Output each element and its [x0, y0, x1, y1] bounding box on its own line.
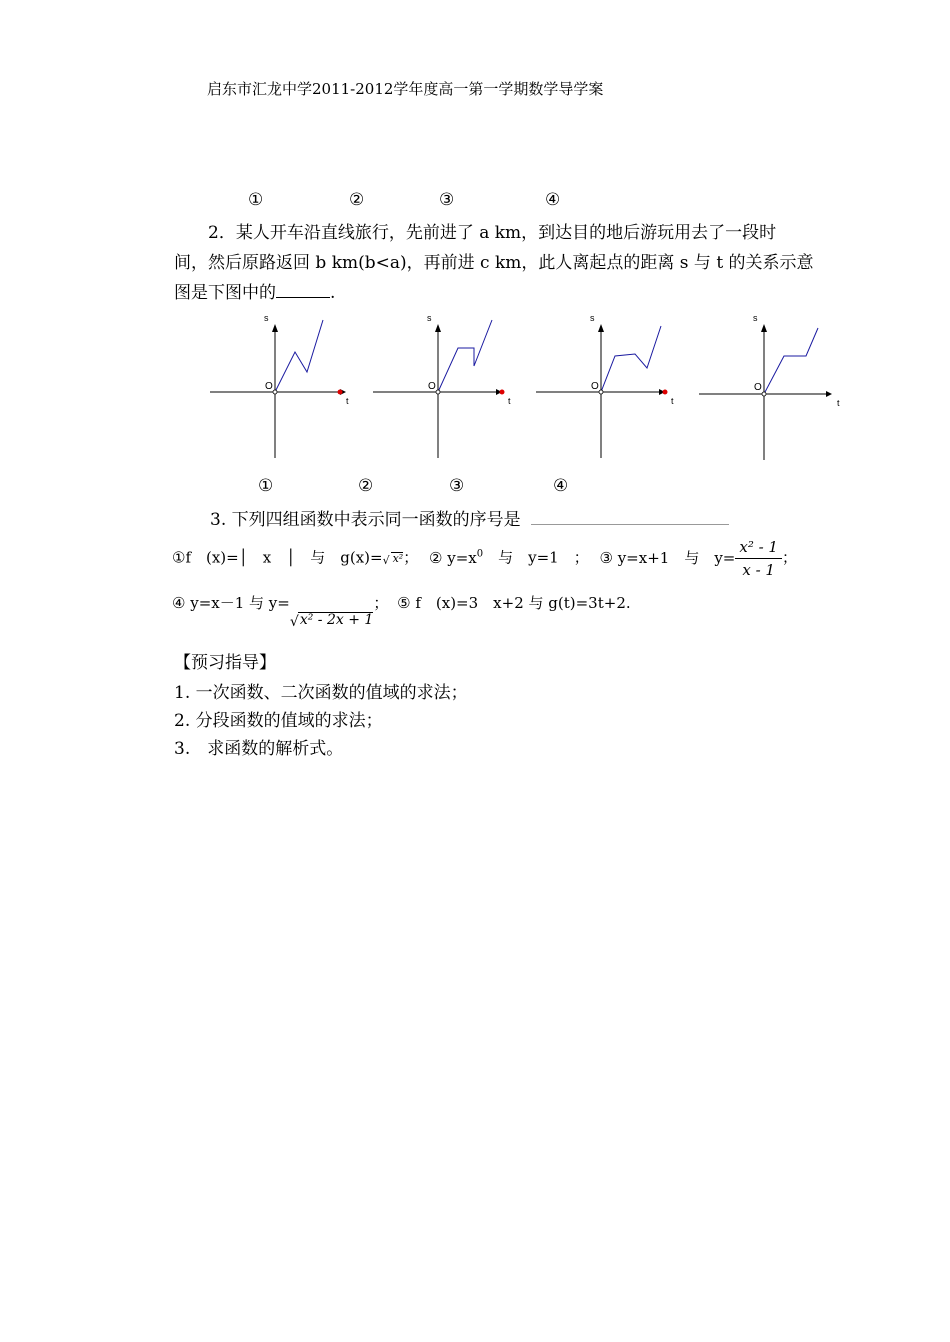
graph-3-t-label: t	[671, 396, 674, 406]
preview-item-3: 3. 求函数的解析式。	[174, 739, 344, 759]
top-marker-1: ①	[248, 190, 264, 210]
graph-2-s-label: s	[427, 313, 432, 323]
item-2-text-b: 与 y=1 ；	[483, 548, 589, 567]
graph-1	[205, 310, 355, 462]
item-2-exponent: 0	[476, 548, 484, 560]
item-3-fraction	[735, 538, 782, 579]
graph-marker-4: ④	[553, 476, 569, 496]
item-3-numerator: x² - 1	[735, 538, 782, 559]
graph-marker-1: ①	[258, 476, 274, 496]
graph-4-origin-label: O	[754, 382, 762, 393]
sqrt-bar-1	[391, 552, 404, 553]
graph-1-t-label: t	[346, 396, 349, 406]
graph-4-s-label: s	[753, 313, 758, 323]
graph-4	[694, 310, 850, 462]
item-3-end: ；	[781, 548, 797, 567]
preview-title: 【预习指导】	[174, 653, 276, 673]
sqrt-symbol-4: √	[289, 614, 299, 630]
question-2	[174, 218, 824, 308]
graph-3-origin-label: O	[591, 381, 599, 392]
page-header: 启东市汇龙中学2011-2012学年度高一第一学期数学导学案	[207, 80, 604, 98]
item-2-text: ② y=x	[429, 548, 477, 567]
item-4-sqrt	[290, 612, 373, 628]
graph-2-t-label: t	[508, 396, 511, 406]
preview-item-2: 2. 分段函数的值域的求法；	[174, 711, 383, 731]
top-marker-3: ③	[439, 190, 455, 210]
top-marker-4: ④	[545, 190, 561, 210]
item-4-text: ④ y=x－1 与 y=	[172, 594, 290, 612]
item-1-text: ①f (x)=│ x │ 与 g(x)=	[172, 548, 383, 567]
sqrt-symbol-1: √	[382, 554, 390, 567]
preview-item-1: 1. 一次函数、二次函数的值域的求法；	[174, 683, 468, 703]
graph-marker-2: ②	[358, 476, 374, 496]
answer-blank[interactable]	[276, 281, 330, 298]
question-3-row-2	[172, 592, 631, 628]
question-3-row-1	[172, 538, 797, 579]
question-2-period: .	[330, 283, 336, 303]
item-3-denominator: x - 1	[742, 561, 775, 579]
item-5-text: ⑤ f (x)=3 x+2 与 g(t)=3t+2.	[397, 594, 631, 612]
graph-4-t-label: t	[837, 398, 840, 408]
item-4-end: ；	[373, 594, 389, 612]
question-3-text: 3. 下列四组函数中表示同一函数的序号是	[210, 510, 521, 530]
question-2-line-3-text: 图是下图中的	[174, 283, 276, 303]
item-1-sep: ；	[403, 548, 419, 567]
question-2-line-3	[174, 278, 824, 308]
graph-1-origin-label: O	[265, 381, 273, 392]
question-3-answer-line[interactable]	[531, 510, 729, 525]
graph-3-s-label: s	[590, 313, 595, 323]
top-marker-2: ②	[349, 190, 365, 210]
graph-2	[368, 310, 518, 462]
item-1-sqrt	[383, 552, 404, 565]
graph-3	[531, 310, 681, 462]
question-2-line-1: 2．某人开车沿直线旅行，先前进了 a km，到达目的地后游玩用去了一段时	[208, 223, 777, 243]
graph-1-s-label: s	[264, 313, 269, 323]
item-3-text: ③ y=x+1 与 y=	[599, 548, 736, 567]
graph-2-origin-label: O	[428, 381, 436, 392]
question-3-stem	[210, 505, 729, 530]
question-2-line-2: 间，然后原路返回 b km(b<a)，再前进 c km，此人离起点的距离 s 与 t 的关系示意	[174, 253, 814, 273]
graph-marker-3: ③	[449, 476, 465, 496]
item-4-radicand: x² - 2x + 1	[299, 612, 374, 628]
item-1-radicand: x²	[392, 552, 404, 565]
sqrt-bar-4	[298, 612, 373, 613]
